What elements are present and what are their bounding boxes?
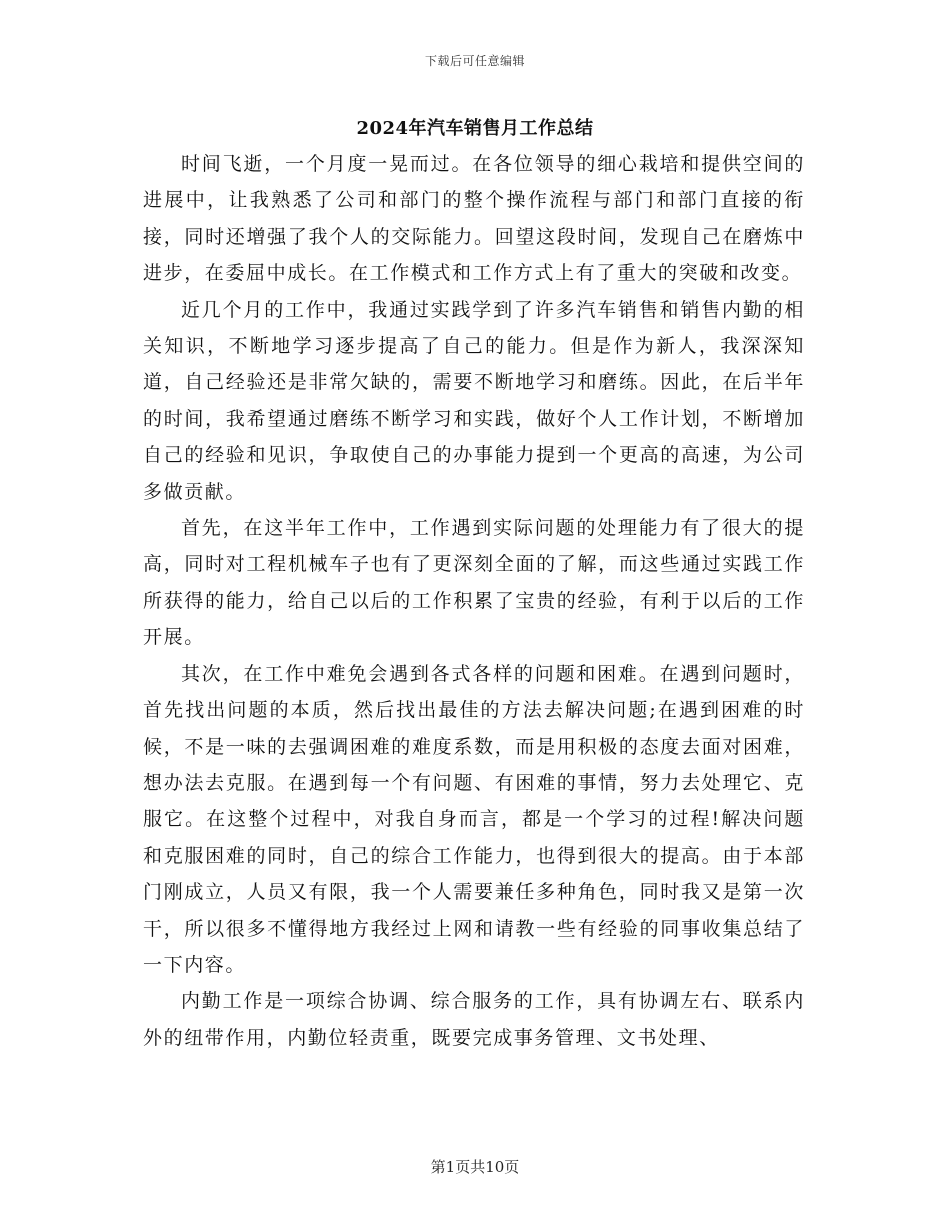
paragraph-2: 近几个月的工作中，我通过实践学到了许多汽车销售和销售内勤的相关知识，不断地学习逐步提高了自己的能力。但是作为新人，我深深知道，自己经验还是非常欠缺的，需要不断地学习和磨练。因此，在后半年的时间，我希望通过磨练不断学习和实践，做好个人工作计划，不断增加自己的经验和见识，争取使自己的办事能力提到一个更高的高速，为公司多做贡献。 bbox=[143, 298, 805, 503]
paragraph-4: 其次，在工作中难免会遇到各式各样的问题和困难。在遇到问题时，首先找出问题的本质，然后找出最佳的方法去解决问题;在遇到困难的时候，不是一味的去强调困难的难度系数，而是用积极的态度去面对困难，想办法去克服。在遇到每一个有问题、有困难的事情，努力去处理它、克服它。在这整个过程中，对我自身而言，都是一个学习的过程!解决问题和克服困难的同时，自己的综合工作能力，也得到很大的提高。由于本部门刚成立，人员又有限，我一个人需要兼任多种角色，同时我又是第一次干，所以很多不懂得地方我经过上网和请教一些有经验的同事收集总结了一下内容。 bbox=[143, 662, 805, 976]
paragraph-5: 内勤工作是一项综合协调、综合服务的工作，具有协调左右、联系内外的纽带作用，内勤位轻责重，既要完成事务管理、文书处理、 bbox=[143, 990, 805, 1049]
page-header-note: 下载后可任意编辑 bbox=[424, 54, 525, 68]
document-title: 2024年汽车销售月工作总结 bbox=[356, 118, 594, 139]
document-body bbox=[143, 146, 805, 1056]
page-number: 第1页共10页 bbox=[430, 1158, 520, 1176]
paragraph-1: 时间飞逝，一个月度一晃而过。在各位领导的细心栽培和提供空间的进展中，让我熟悉了公司和部门的整个操作流程与部门和部门直接的衔接，同时还增强了我个人的交际能力。回望这段时间，发现自己在磨炼中进步，在委屈中成长。在工作模式和工作方式上有了重大的突破和改变。 bbox=[143, 153, 805, 285]
paragraph-3: 首先，在这半年工作中，工作遇到实际问题的处理能力有了很大的提高，同时对工程机械车子也有了更深刻全面的了解，而这些通过实践工作所获得的能力，给自己以后的工作积累了宝贵的经验，有利于以后的工作开展。 bbox=[143, 517, 805, 649]
